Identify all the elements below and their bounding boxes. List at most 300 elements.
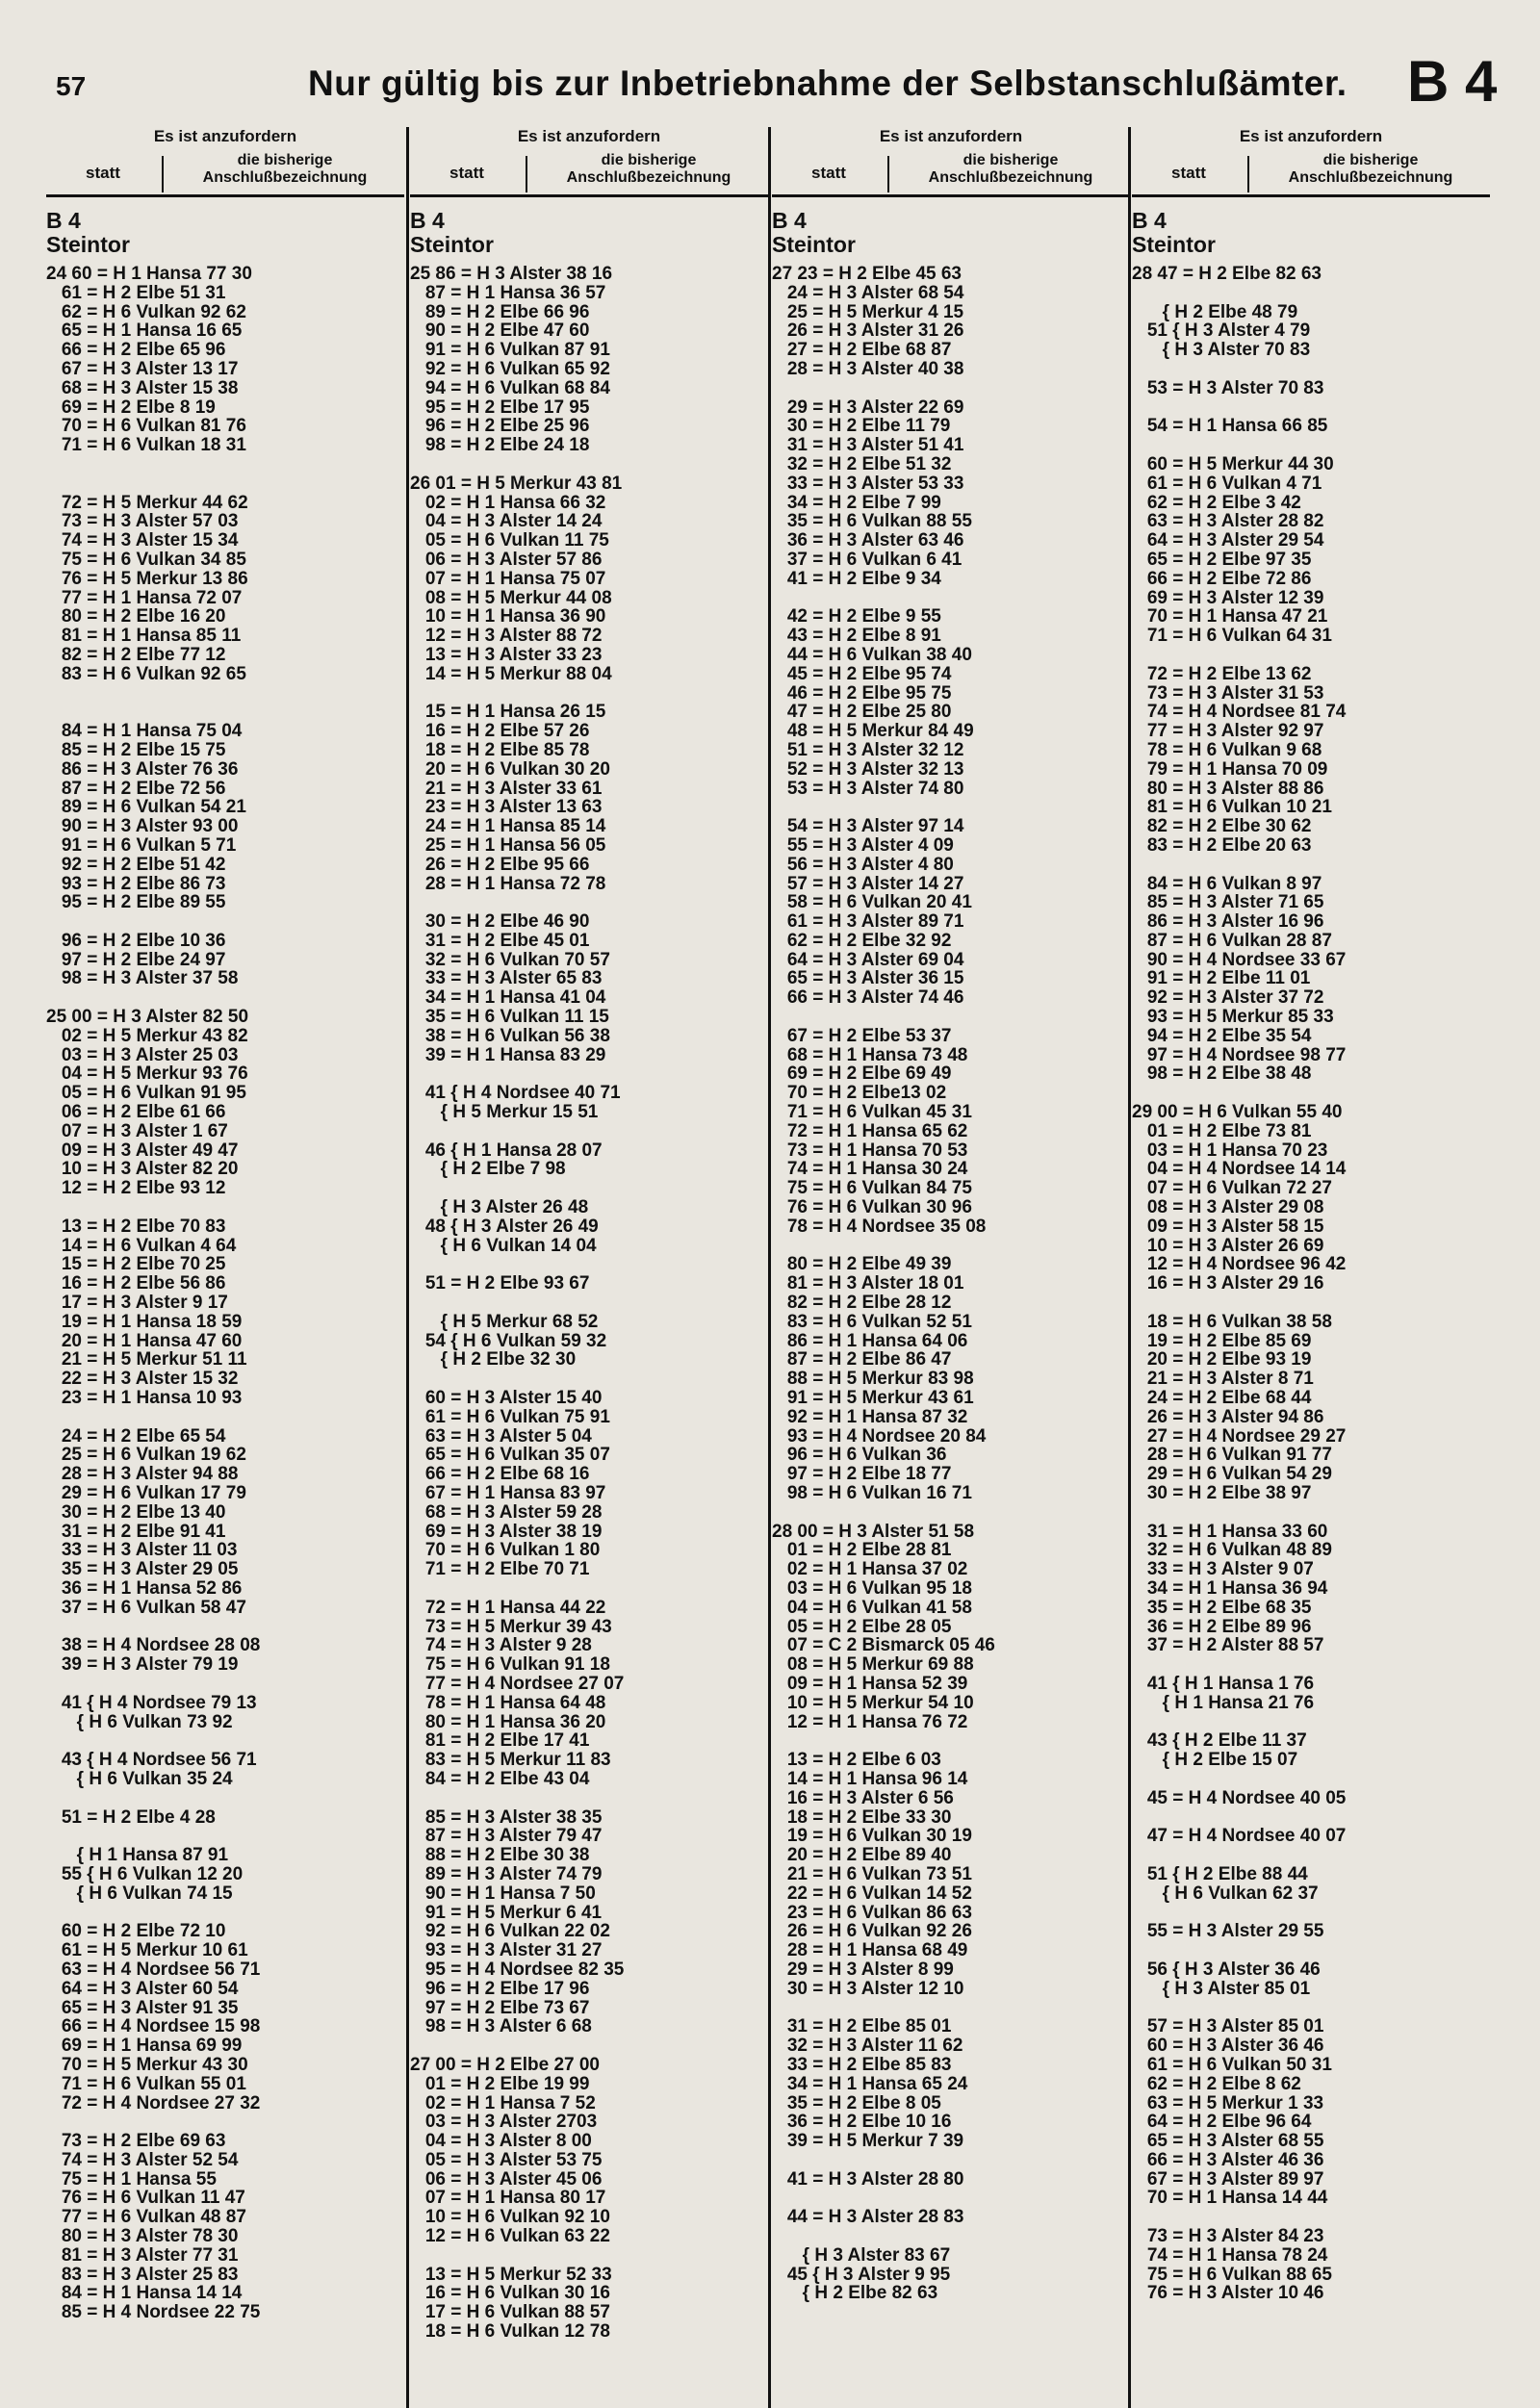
- directory-entry: 73 = H 3 Alster 84 23: [1132, 2226, 1324, 2247]
- directory-entry: 05 = H 6 Vulkan 11 75: [410, 530, 609, 551]
- directory-entry: 94 = H 2 Elbe 35 54: [1132, 1025, 1312, 1046]
- directory-entry: 72 = H 2 Elbe 13 62: [1132, 663, 1312, 684]
- directory-entry: 78 = H 1 Hansa 64 48: [410, 1692, 606, 1713]
- directory-entry: 83 = H 6 Vulkan 52 51: [772, 1311, 972, 1332]
- directory-entry: 01 = H 2 Elbe 73 81: [1132, 1120, 1312, 1141]
- directory-entry: 73 = H 2 Elbe 69 63: [46, 2131, 226, 2152]
- directory-entry: 87 = H 6 Vulkan 28 87: [1132, 930, 1332, 951]
- previous-designation-label: [166, 152, 404, 187]
- entry-list: [772, 265, 1130, 2303]
- directory-entry: 39 = H 3 Alster 79 19: [46, 1654, 239, 1676]
- directory-entry: 98 = H 6 Vulkan 16 71: [772, 1483, 972, 1503]
- directory-entry: { H 3 Alster 85 01: [1132, 1978, 1311, 1999]
- directory-entry: 86 = H 3 Alster 76 36: [46, 758, 239, 780]
- directory-entry: 68 = H 3 Alster 59 28: [410, 1501, 603, 1523]
- directory-entry: [1132, 1846, 1490, 1865]
- directory-entry: 72 = H 1 Hansa 65 62: [772, 1120, 968, 1141]
- directory-entry: 74 = H 4 Nordsee 81 74: [1132, 702, 1347, 723]
- directory-entry: 74 = H 1 Hansa 30 24: [772, 1159, 968, 1180]
- directory-entry: 17 = H 3 Alster 9 17: [46, 1293, 228, 1314]
- directory-entry: 01 = H 2 Elbe 28 81: [772, 1540, 952, 1561]
- directory-entry: 61 = H 6 Vulkan 50 31: [1132, 2054, 1332, 2075]
- directory-entry: 19 = H 1 Hansa 18 59: [46, 1311, 243, 1332]
- directory-entry: 04 = H 3 Alster 14 24: [410, 511, 603, 532]
- directory-entry: 92 = H 6 Vulkan 22 02: [410, 1921, 610, 1942]
- directory-entry: 77 = H 3 Alster 92 97: [1132, 721, 1324, 742]
- directory-entry: 31 = H 1 Hansa 33 60: [1132, 1521, 1328, 1542]
- directory-entry: 24 = H 3 Alster 68 54: [772, 282, 964, 303]
- directory-entry: 95 = H 2 Elbe 17 95: [410, 397, 590, 418]
- directory-entry: 78 = H 6 Vulkan 9 68: [1132, 739, 1322, 760]
- directory-entry: 54 = H 3 Alster 97 14: [772, 816, 964, 837]
- directory-entry: 37 = H 6 Vulkan 6 41: [772, 549, 962, 570]
- directory-entry: 20 = H 6 Vulkan 30 20: [410, 758, 610, 780]
- directory-entry: 97 = H 4 Nordsee 98 77: [1132, 1044, 1347, 1065]
- directory-entry: 28 00 = H 3 Alster 51 58: [772, 1521, 975, 1542]
- directory-entry: 13 = H 3 Alster 33 23: [410, 644, 603, 665]
- directory-entry: 10 = H 3 Alster 26 69: [1132, 1235, 1324, 1256]
- directory-entry: [1132, 436, 1490, 455]
- directory-entry: 04 = H 4 Nordsee 14 14: [1132, 1159, 1347, 1180]
- directory-entry: 56 = H 3 Alster 4 80: [772, 854, 954, 875]
- directory-entry: 75 = H 6 Vulkan 34 85: [46, 549, 246, 570]
- directory-entry: 28 = H 1 Hansa 68 49: [772, 1940, 968, 1961]
- directory-entry: 82 = H 2 Elbe 77 12: [46, 644, 226, 665]
- directory-entry: 37 = H 2 Alster 88 57: [1132, 1635, 1324, 1656]
- directory-entry: 24 60 = H 1 Hansa 77 30: [46, 264, 252, 284]
- directory-entry: 62 = H 2 Elbe 32 92: [772, 930, 952, 951]
- directory-entry: 87 = H 1 Hansa 36 57: [410, 282, 606, 303]
- directory-entry: 91 = H 2 Elbe 11 01: [1132, 968, 1311, 989]
- directory-entry: 85 = H 4 Nordsee 22 75: [46, 2302, 261, 2323]
- directory-entry: 52 = H 3 Alster 32 13: [772, 758, 964, 780]
- directory-entry: 03 = H 3 Alster 25 03: [46, 1044, 239, 1065]
- directory-entry: 26 = H 2 Elbe 95 66: [410, 854, 590, 875]
- previous-designation-line2: Anschlußbezeichnung: [566, 169, 732, 186]
- directory-entry: 26 = H 6 Vulkan 92 26: [772, 1921, 972, 1942]
- directory-entry: 16 = H 2 Elbe 56 86: [46, 1273, 226, 1294]
- directory-entry: 65 = H 1 Hansa 16 65: [46, 320, 243, 342]
- directory-entry: 75 = H 6 Vulkan 84 75: [772, 1178, 972, 1199]
- directory-entry: 02 = H 5 Merkur 43 82: [46, 1025, 248, 1046]
- directory-entry: 98 = H 3 Alster 6 68: [410, 2016, 592, 2037]
- directory-entry: 02 = H 1 Hansa 7 52: [410, 2092, 596, 2113]
- directory-entry: 67 = H 3 Alster 13 17: [46, 358, 239, 379]
- directory-entry: 90 = H 1 Hansa 7 50: [410, 1883, 596, 1904]
- header-divider: [887, 156, 889, 192]
- directory-entry: 41 = H 2 Elbe 9 34: [772, 568, 941, 589]
- directory-entry: [410, 2246, 768, 2266]
- directory-entry: 76 = H 6 Vulkan 11 47: [46, 2188, 245, 2209]
- directory-entry: 10 = H 1 Hansa 36 90: [410, 606, 606, 628]
- directory-entry: 91 = H 5 Merkur 43 61: [772, 1388, 974, 1409]
- directory-entry: [410, 684, 768, 704]
- directory-entry: 25 = H 6 Vulkan 19 62: [46, 1445, 246, 1466]
- directory-entry: 89 = H 3 Alster 74 79: [410, 1863, 603, 1884]
- directory-entry: 29 = H 3 Alster 22 69: [772, 397, 964, 418]
- section-label: B 4: [772, 208, 807, 233]
- directory-entry: 75 = H 1 Hansa 55: [46, 2168, 217, 2190]
- directory-entry: { H 2 Elbe 32 30: [410, 1349, 577, 1371]
- header-divider: [1247, 156, 1249, 192]
- directory-entry: 27 = H 2 Elbe 68 87: [772, 340, 952, 361]
- directory-entry: { H 6 Vulkan 73 92: [46, 1711, 233, 1732]
- directory-entry: 09 = H 1 Hansa 52 39: [772, 1673, 968, 1694]
- directory-entry: 77 = H 6 Vulkan 48 87: [46, 2207, 246, 2228]
- page-title: Nur gültig bis zur Inbetriebnahme der Selbstanschlußämter.: [308, 64, 1348, 103]
- directory-entry: 35 = H 6 Vulkan 11 15: [410, 1007, 609, 1028]
- directory-entry: [772, 798, 1130, 817]
- directory-entry: { H 2 Elbe 82 63: [772, 2283, 938, 2304]
- directory-entry: 17 = H 6 Vulkan 88 57: [410, 2302, 610, 2323]
- directory-entry: 25 = H 1 Hansa 56 05: [410, 834, 606, 856]
- directory-entry: 13 = H 2 Elbe 70 83: [46, 1216, 226, 1237]
- directory-entry: { H 3 Alster 83 67: [772, 2244, 951, 2266]
- directory-entry: [410, 455, 768, 474]
- directory-entry: 92 = H 3 Alster 37 72: [1132, 987, 1324, 1009]
- directory-entry: 42 = H 2 Elbe 9 55: [772, 606, 941, 628]
- directory-entry: 74 = H 3 Alster 15 34: [46, 530, 239, 551]
- directory-entry: 63 = H 4 Nordsee 56 71: [46, 1959, 261, 1980]
- directory-entry: [772, 1237, 1130, 1256]
- directory-entry: 79 = H 1 Hansa 70 09: [1132, 758, 1328, 780]
- directory-entry: [46, 2113, 404, 2132]
- directory-entry: 97 = H 2 Elbe 24 97: [46, 949, 226, 970]
- previous-designation-line1: die bisherige: [237, 152, 333, 168]
- directory-entry: 60 = H 3 Alster 36 46: [1132, 2036, 1324, 2057]
- directory-entry: 76 = H 6 Vulkan 30 96: [772, 1197, 972, 1218]
- directory-entry: 07 = H 1 Hansa 80 17: [410, 2188, 606, 2209]
- directory-entry: 70 = H 6 Vulkan 81 76: [46, 416, 246, 437]
- directory-entry: 28 = H 6 Vulkan 91 77: [1132, 1445, 1332, 1466]
- directory-entry: 12 = H 4 Nordsee 96 42: [1132, 1254, 1347, 1275]
- previous-designation-line2: Anschlußbezeichnung: [1288, 169, 1453, 186]
- directory-entry: [46, 1731, 404, 1751]
- directory-entry: 83 = H 6 Vulkan 92 65: [46, 663, 246, 684]
- directory-entry: 15 = H 2 Elbe 70 25: [46, 1254, 226, 1275]
- directory-entry: 70 = H 5 Merkur 43 30: [46, 2054, 248, 2075]
- directory-entry: [772, 589, 1130, 608]
- directory-entry: 03 = H 1 Hansa 70 23: [1132, 1140, 1328, 1161]
- directory-entry: 67 = H 1 Hansa 83 97: [410, 1483, 606, 1503]
- directory-entry: 15 = H 1 Hansa 26 15: [410, 702, 606, 723]
- previous-designation-line2: Anschlußbezeichnung: [928, 169, 1093, 186]
- directory-entry: 12 = H 1 Hansa 76 72: [772, 1711, 968, 1732]
- directory-entry: 96 = H 2 Elbe 17 96: [410, 1978, 590, 1999]
- section-label: B 4: [410, 208, 445, 233]
- directory-entry: 98 = H 2 Elbe 24 18: [410, 435, 590, 456]
- column-divider: [768, 127, 771, 2408]
- directory-entry: [410, 1122, 768, 1141]
- directory-entry: 32 = H 6 Vulkan 48 89: [1132, 1540, 1332, 1561]
- statt-label: statt: [86, 164, 120, 182]
- directory-entry: { H 6 Vulkan 35 24: [46, 1768, 233, 1789]
- directory-entry: 72 = H 5 Merkur 44 62: [46, 492, 248, 513]
- directory-entry: [46, 1618, 404, 1637]
- directory-entry: 23 = H 1 Hansa 10 93: [46, 1388, 243, 1409]
- directory-column: [772, 127, 1130, 2303]
- directory-entry: 93 = H 3 Alster 31 27: [410, 1940, 603, 1961]
- requested-label: Es ist anzufordern: [1239, 127, 1383, 145]
- directory-entry: 07 = C 2 Bismarck 05 46: [772, 1635, 995, 1656]
- section-code: B 4: [1407, 49, 1498, 114]
- directory-entry: 60 = H 3 Alster 15 40: [410, 1388, 603, 1409]
- previous-designation-line1: die bisherige: [1322, 152, 1419, 168]
- directory-entry: 33 = H 3 Alster 65 83: [410, 968, 603, 989]
- directory-entry: 63 = H 3 Alster 28 82: [1132, 511, 1324, 532]
- directory-entry: 72 = H 1 Hansa 44 22: [410, 1597, 606, 1618]
- column-header: [410, 127, 768, 197]
- column-divider: [406, 127, 409, 2408]
- directory-entry: 95 = H 2 Elbe 89 55: [46, 892, 226, 913]
- directory-entry: [1132, 1294, 1490, 1313]
- directory-entry: 46 = H 2 Elbe 95 75: [772, 682, 952, 704]
- directory-entry: 89 = H 6 Vulkan 54 21: [46, 797, 246, 818]
- directory-entry: { H 1 Hansa 21 76: [1132, 1692, 1315, 1713]
- directory-entry: 81 = H 3 Alster 77 31: [46, 2244, 239, 2266]
- directory-entry: { H 2 Elbe 48 79: [1132, 301, 1298, 322]
- directory-entry: 48 { H 3 Alster 26 49: [410, 1216, 599, 1237]
- directory-entry: 10 = H 3 Alster 82 20: [46, 1159, 239, 1180]
- directory-entry: 28 = H 3 Alster 40 38: [772, 358, 964, 379]
- directory-entry: 28 = H 1 Hansa 72 78: [410, 873, 606, 894]
- directory-entry: 76 = H 3 Alster 10 46: [1132, 2283, 1324, 2304]
- directory-entry: 16 = H 2 Elbe 57 26: [410, 721, 590, 742]
- directory-entry: 20 = H 2 Elbe 93 19: [1132, 1349, 1312, 1371]
- directory-entry: 71 = H 6 Vulkan 64 31: [1132, 626, 1332, 647]
- directory-entry: 58 = H 6 Vulkan 20 41: [772, 892, 972, 913]
- directory-entry: 87 = H 3 Alster 79 47: [410, 1826, 603, 1847]
- directory-entry: 36 = H 2 Elbe 10 16: [772, 2112, 952, 2133]
- directory-entry: [46, 474, 404, 494]
- directory-entry: 55 { H 6 Vulkan 12 20: [46, 1863, 244, 1884]
- directory-entry: 55 = H 3 Alster 4 09: [772, 834, 954, 856]
- directory-entry: 73 = H 3 Alster 57 03: [46, 511, 239, 532]
- directory-entry: 47 = H 2 Elbe 25 80: [772, 702, 952, 723]
- directory-entry: 84 = H 1 Hansa 75 04: [46, 721, 243, 742]
- directory-entry: 08 = H 3 Alster 29 08: [1132, 1197, 1324, 1218]
- directory-entry: 03 = H 3 Alster 2703: [410, 2112, 598, 2133]
- directory-entry: [1132, 1904, 1490, 1923]
- directory-entry: 83 = H 5 Merkur 11 83: [410, 1750, 611, 1771]
- directory-entry: [1132, 284, 1490, 303]
- directory-entry: 07 = H 6 Vulkan 72 27: [1132, 1178, 1332, 1199]
- directory-entry: 71 = H 2 Elbe 70 71: [410, 1559, 590, 1580]
- directory-entry: 26 = H 3 Alster 94 86: [1132, 1406, 1324, 1427]
- directory-entry: 90 = H 4 Nordsee 33 67: [1132, 949, 1347, 970]
- directory-entry: 91 = H 6 Vulkan 5 71: [46, 834, 237, 856]
- directory-entry: 65 = H 2 Elbe 97 35: [1132, 549, 1312, 570]
- directory-entry: 05 = H 3 Alster 53 75: [410, 2149, 603, 2170]
- page-number: 57: [56, 71, 87, 101]
- directory-entry: 33 = H 2 Elbe 85 83: [772, 2054, 952, 2075]
- directory-entry: 64 = H 3 Alster 29 54: [1132, 530, 1324, 551]
- directory-entry: { H 3 Alster 70 83: [1132, 340, 1311, 361]
- directory-column: [410, 127, 768, 2342]
- directory-entry: 25 00 = H 3 Alster 82 50: [46, 1007, 249, 1028]
- directory-entry: 89 = H 2 Elbe 66 96: [410, 301, 590, 322]
- directory-entry: 84 = H 6 Vulkan 8 97: [1132, 873, 1322, 894]
- directory-entry: 41 { H 4 Nordsee 79 13: [46, 1692, 257, 1713]
- directory-entry: 12 = H 2 Elbe 93 12: [46, 1178, 226, 1199]
- directory-entry: 69 = H 3 Alster 38 19: [410, 1521, 603, 1542]
- directory-entry: 71 = H 6 Vulkan 18 31: [46, 435, 246, 456]
- directory-entry: [410, 1179, 768, 1198]
- directory-entry: 23 = H 3 Alster 13 63: [410, 797, 603, 818]
- directory-entry: 26 01 = H 5 Merkur 43 81: [410, 473, 623, 494]
- directory-entry: 41 { H 4 Nordsee 40 71: [410, 1083, 621, 1104]
- directory-entry: 43 { H 4 Nordsee 56 71: [46, 1750, 257, 1771]
- directory-entry: 92 = H 6 Vulkan 65 92: [410, 358, 610, 379]
- directory-entry: [410, 893, 768, 912]
- directory-entry: 81 = H 6 Vulkan 10 21: [1132, 797, 1332, 818]
- directory-entry: 83 = H 3 Alster 25 83: [46, 2264, 239, 2285]
- directory-entry: 97 = H 2 Elbe 73 67: [410, 1997, 590, 2018]
- directory-entry: 29 = H 6 Vulkan 54 29: [1132, 1464, 1332, 1485]
- exchange-name: Steintor: [772, 232, 856, 257]
- directory-entry: 69 = H 2 Elbe 69 49: [772, 1063, 952, 1085]
- directory-entry: 04 = H 5 Merkur 93 76: [46, 1063, 248, 1085]
- directory-entry: [1132, 1713, 1490, 1732]
- directory-entry: 35 = H 2 Elbe 8 05: [772, 2092, 941, 2113]
- directory-entry: 76 = H 5 Merkur 13 86: [46, 568, 248, 589]
- directory-entry: [46, 1675, 404, 1694]
- directory-entry: 73 = H 5 Merkur 39 43: [410, 1616, 612, 1637]
- directory-entry: 66 = H 3 Alster 46 36: [1132, 2149, 1324, 2170]
- directory-entry: 28 47 = H 2 Elbe 82 63: [1132, 264, 1322, 284]
- section-label: B 4: [1132, 208, 1167, 233]
- directory-entry: 60 = H 5 Merkur 44 30: [1132, 453, 1334, 474]
- directory-entry: 45 { H 3 Alster 9 95: [772, 2264, 951, 2285]
- directory-entry: 75 = H 6 Vulkan 91 18: [410, 1654, 610, 1676]
- directory-entry: 41 { H 1 Hansa 1 76: [1132, 1673, 1315, 1694]
- directory-entry: 33 = H 3 Alster 53 33: [772, 473, 964, 494]
- directory-entry: 86 = H 1 Hansa 64 06: [772, 1330, 968, 1351]
- directory-entry: 27 = H 4 Nordsee 29 27: [1132, 1425, 1347, 1447]
- directory-entry: 57 = H 3 Alster 14 27: [772, 873, 964, 894]
- directory-entry: 73 = H 1 Hansa 70 53: [772, 1140, 968, 1161]
- requested-label: Es ist anzufordern: [153, 127, 297, 145]
- directory-entry: 18 = H 2 Elbe 33 30: [772, 1806, 952, 1828]
- entry-list: [46, 265, 404, 2322]
- directory-entry: 95 = H 4 Nordsee 82 35: [410, 1959, 625, 1980]
- directory-entry: { H 5 Merkur 15 51: [410, 1102, 599, 1123]
- directory-entry: 24 = H 1 Hansa 85 14: [410, 816, 606, 837]
- directory-entry: 85 = H 3 Alster 71 65: [1132, 892, 1324, 913]
- directory-entry: 12 = H 6 Vulkan 63 22: [410, 2226, 610, 2247]
- directory-entry: 90 = H 2 Elbe 47 60: [410, 320, 590, 342]
- directory-entry: 78 = H 4 Nordsee 35 08: [772, 1216, 987, 1237]
- directory-entry: 39 = H 5 Merkur 7 39: [772, 2131, 964, 2152]
- directory-entry: 10 = H 5 Merkur 54 10: [772, 1692, 974, 1713]
- directory-entry: 55 = H 3 Alster 29 55: [1132, 1921, 1324, 1942]
- directory-entry: [772, 2227, 1130, 2246]
- directory-entry: { H 6 Vulkan 14 04: [410, 1235, 597, 1256]
- directory-entry: 71 = H 6 Vulkan 55 01: [46, 2073, 246, 2094]
- directory-entry: [46, 455, 404, 474]
- directory-entry: 61 = H 6 Vulkan 4 71: [1132, 473, 1322, 494]
- directory-entry: [1132, 1770, 1490, 1789]
- directory-entry: 80 = H 2 Elbe 49 39: [772, 1254, 952, 1275]
- directory-entry: 30 = H 2 Elbe 46 90: [410, 911, 590, 933]
- directory-entry: 16 = H 6 Vulkan 30 16: [410, 2283, 610, 2304]
- directory-entry: [772, 2151, 1130, 2170]
- directory-entry: 29 = H 3 Alster 8 99: [772, 1959, 954, 1980]
- directory-entry: 38 = H 6 Vulkan 56 38: [410, 1025, 610, 1046]
- directory-entry: 18 = H 6 Vulkan 38 58: [1132, 1311, 1332, 1332]
- directory-entry: 32 = H 3 Alster 11 62: [772, 2036, 963, 2057]
- directory-entry: 65 = H 3 Alster 91 35: [46, 1997, 239, 2018]
- requested-label: Es ist anzufordern: [879, 127, 1023, 145]
- directory-entry: [46, 1789, 404, 1808]
- directory-entry: [772, 1008, 1130, 1027]
- directory-entry: 31 = H 2 Elbe 85 01: [772, 2016, 952, 2037]
- directory-entry: 82 = H 2 Elbe 30 62: [1132, 816, 1312, 837]
- directory-entry: 62 = H 6 Vulkan 92 62: [46, 301, 246, 322]
- directory-entry: 06 = H 3 Alster 45 06: [410, 2168, 603, 2190]
- directory-entry: [410, 1064, 768, 1084]
- directory-entry: 41 = H 3 Alster 28 80: [772, 2168, 964, 2190]
- directory-entry: 21 = H 5 Merkur 51 11: [46, 1349, 247, 1371]
- directory-entry: 60 = H 2 Elbe 72 10: [46, 1921, 226, 1942]
- directory-entry: 68 = H 1 Hansa 73 48: [772, 1044, 968, 1065]
- directory-entry: 75 = H 6 Vulkan 88 65: [1132, 2264, 1332, 2285]
- directory-entry: { H 1 Hansa 87 91: [46, 1845, 229, 1866]
- directory-entry: 06 = H 3 Alster 57 86: [410, 549, 603, 570]
- directory-entry: [46, 1904, 404, 1923]
- directory-entry: 27 23 = H 2 Elbe 45 63: [772, 264, 962, 284]
- directory-entry: 35 = H 3 Alster 29 05: [46, 1559, 239, 1580]
- directory-entry: 21 = H 3 Alster 33 61: [410, 778, 603, 799]
- directory-entry: 32 = H 2 Elbe 51 32: [772, 453, 952, 474]
- directory-entry: [46, 684, 404, 704]
- directory-entry: 44 = H 6 Vulkan 38 40: [772, 644, 972, 665]
- directory-entry: 33 = H 3 Alster 9 07: [1132, 1559, 1314, 1580]
- directory-entry: 54 = H 1 Hansa 66 85: [1132, 416, 1328, 437]
- directory-entry: 87 = H 2 Elbe 72 56: [46, 778, 226, 799]
- directory-entry: { H 2 Elbe 7 98: [410, 1159, 566, 1180]
- statt-label: statt: [1171, 164, 1206, 182]
- directory-entry: 06 = H 2 Elbe 61 66: [46, 1102, 226, 1123]
- directory-entry: 69 = H 2 Elbe 8 19: [46, 397, 216, 418]
- directory-entry: 66 = H 2 Elbe 72 86: [1132, 568, 1312, 589]
- directory-entry: 92 = H 1 Hansa 87 32: [772, 1406, 968, 1427]
- directory-entry: [1132, 1941, 1490, 1960]
- directory-entry: [772, 379, 1130, 398]
- directory-entry: 70 = H 6 Vulkan 1 80: [410, 1540, 601, 1561]
- directory-entry: 35 = H 2 Elbe 68 35: [1132, 1597, 1312, 1618]
- previous-designation-label: [1251, 152, 1490, 187]
- directory-entry: 82 = H 2 Elbe 28 12: [772, 1293, 952, 1314]
- directory-entry: 81 = H 2 Elbe 17 41: [410, 1730, 590, 1752]
- directory-entry: 22 = H 6 Vulkan 14 52: [772, 1883, 972, 1904]
- directory-entry: 74 = H 3 Alster 9 28: [410, 1635, 592, 1656]
- directory-entry: 37 = H 6 Vulkan 58 47: [46, 1597, 246, 1618]
- directory-entry: 69 = H 3 Alster 12 39: [1132, 587, 1324, 608]
- directory-entry: 18 = H 2 Elbe 85 78: [410, 739, 590, 760]
- directory-entry: 91 = H 5 Merkur 6 41: [410, 1902, 603, 1923]
- directory-entry: 67 = H 3 Alster 89 97: [1132, 2168, 1324, 2190]
- directory-column: [46, 127, 404, 2322]
- directory-entry: [46, 912, 404, 932]
- directory-entry: 21 = H 3 Alster 8 71: [1132, 1369, 1314, 1390]
- directory-entry: 61 = H 3 Alster 89 71: [772, 911, 964, 933]
- directory-entry: 21 = H 6 Vulkan 73 51: [772, 1863, 972, 1884]
- directory-entry: 13 = H 5 Merkur 52 33: [410, 2264, 612, 2285]
- directory-entry: 61 = H 5 Merkur 10 61: [46, 1940, 248, 1961]
- directory-entry: [46, 703, 404, 722]
- directory-entry: 54 { H 6 Vulkan 59 32: [410, 1330, 607, 1351]
